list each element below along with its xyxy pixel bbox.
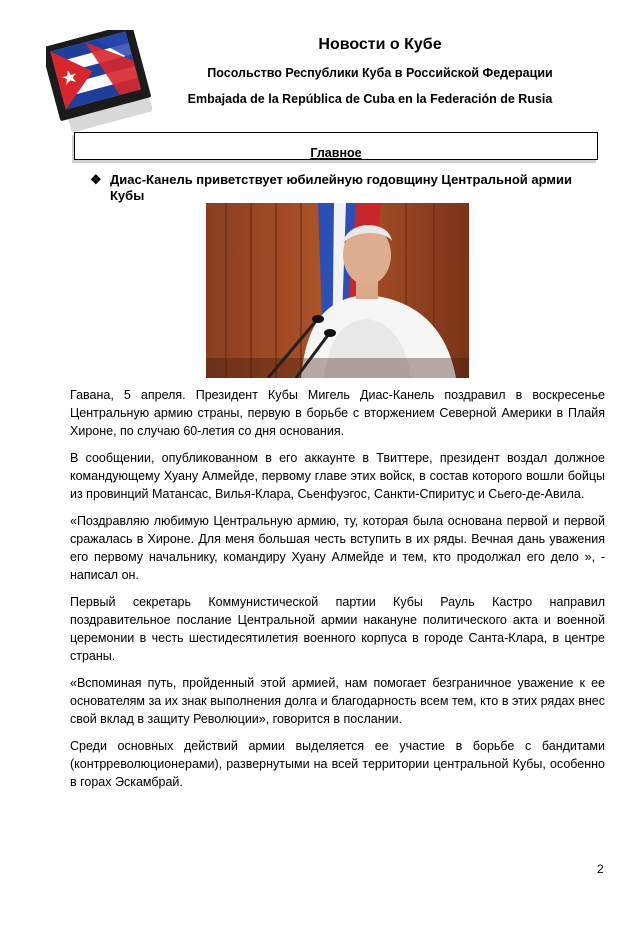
article-paragraph: Первый секретарь Коммунистической партии Кубы Рауль Кастро направил поздравительное послание Центральной армии накануне политического акта и военной церемонии в честь шестидесятилетия военного корпуса в городе Санта-Клара, в центре страны. — [70, 595, 605, 663]
article-paragraph: Среди основных действий армии выделяется ее участие в борьбе с бандитами (контрреволюционерами), развернутыми на всей территории центральной Кубы, особенно в горах Эскамбрай. — [70, 739, 605, 789]
article-body — [70, 386, 605, 800]
article-headline — [90, 172, 590, 204]
embassy-name-spanish: Embajada de la República de Cuba en la Federación de Rusia — [187, 92, 553, 106]
page-number: 2 — [597, 862, 604, 876]
article-paragraph: «Поздравляю любимую Центральную армию, ту, которая была основана первой и первой сражалась в Хироне. Для меня большая честь вступить в их ряды. Вечная дань уважения его первому начальнику, командиру Хуану Алмейде и тем, кто продолжал его дело », - написал он. — [70, 514, 605, 582]
article-paragraph: Гавана, 5 апреля. Президент Кубы Мигель Диас-Канель поздравил в воскресенье Центральную армию страны, первую в борьбе с вторжением Северной Америки в Плайя Хироне, по случаю 60-летия со дня основания. — [70, 388, 605, 438]
article-paragraph: «Вспоминая путь, пройденный этой армией, нам помогает безграничное уважение к ее основателям за их знак выполнения долга и благодарность всем тем, кто в этих рядах внес свой вклад в защиту Революции», говорится в послании. — [70, 676, 605, 726]
section-header-box — [74, 132, 598, 160]
embassy-name-russian: Посольство Республики Куба в Российской Федерации — [207, 66, 553, 80]
section-label: Главное — [310, 146, 362, 160]
newsletter-title: Новости о Кубе — [318, 36, 442, 53]
headline-text: Диас-Канель приветствует юбилейную годовщину Центральной армии Кубы — [110, 172, 572, 203]
article-paragraph: В сообщении, опубликованном в его аккаунте в Твиттере, президент воздал должное командующему Хуану Алмейде, первому главе этих войск, в состав которого вошли бойцы из провинций Матансас, Вилья-Клара, Сьенфуэгос, Санкти-Спиритус и Сьего-де-Авила. — [70, 451, 605, 501]
logo-flag-icon — [46, 30, 152, 136]
article-photo — [206, 203, 469, 378]
bullet-diamond-icon: ❖ — [90, 172, 102, 187]
